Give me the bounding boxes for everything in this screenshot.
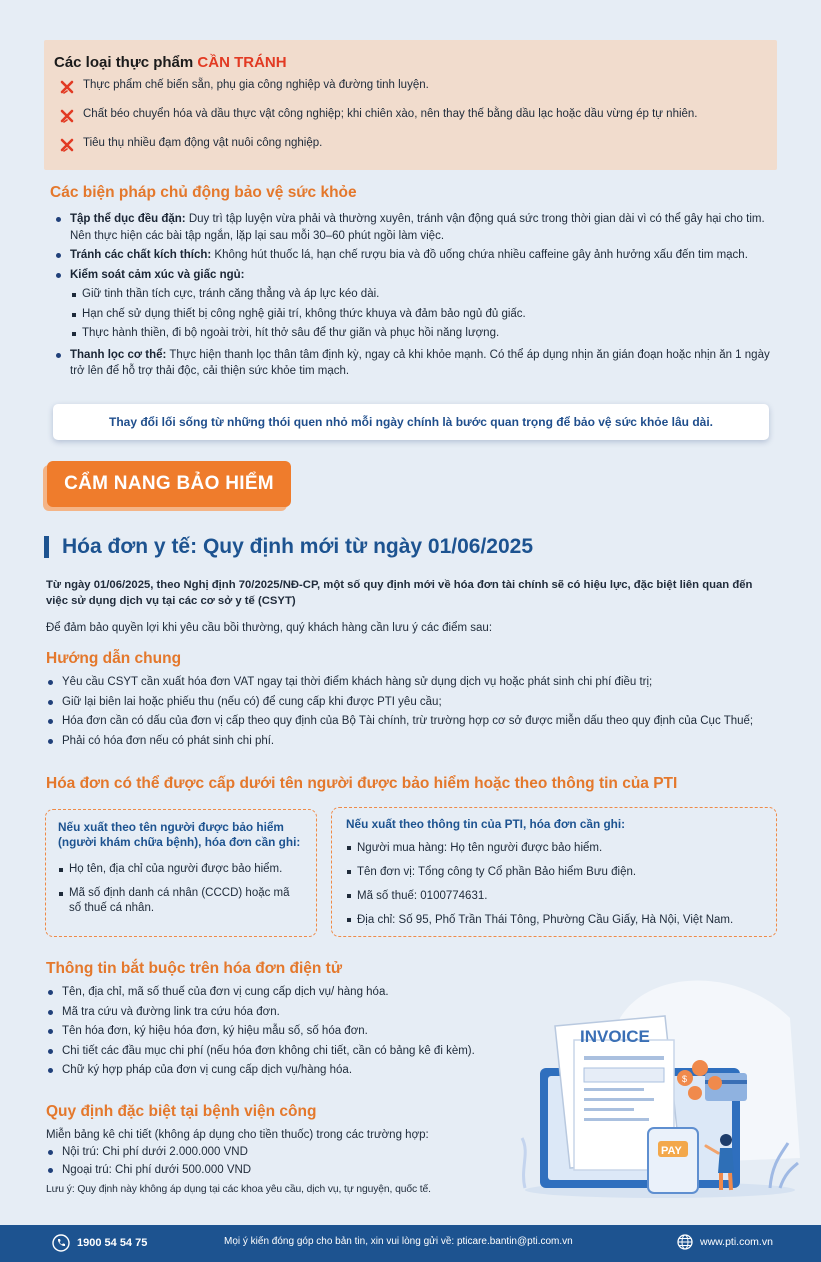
- guide-list: [46, 674, 776, 750]
- guide-item: Giữ lại biên lai hoặc phiếu thu (nếu có) để cung cấp khi được PTI yêu cầu;: [46, 694, 776, 712]
- einvoice-item: Tên hóa đơn, ký hiệu hóa đơn, ký hiệu mẫu số, số hóa đơn.: [46, 1023, 546, 1041]
- special-lead: Miễn bảng kê chi tiết (không áp dụng cho tiền thuốc) trong các trường hợp:: [46, 1129, 429, 1141]
- coin-symbol: $: [682, 1074, 688, 1084]
- special-item: Ngoại trú: Chi phí dưới 500.000 VND: [46, 1162, 526, 1180]
- einvoice-item: Chữ ký hợp pháp của đơn vị cung cấp dịch vụ/hàng hóa.: [46, 1062, 546, 1080]
- measure-item: Thanh lọc cơ thể: Thực hiện thanh lọc thân tâm định kỳ, ngay cả khi khỏe mạnh. Có thể áp dụng nhịn ăn gián đoạn hoặc nhịn ăn 1 ngày trở lên để hỗ trợ thải độc, cải thiện sức khỏe tim mạch.: [50, 347, 780, 380]
- special-title: Quy định đặc biệt tại bệnh viện công: [46, 1103, 317, 1120]
- guide-title: Hướng dẫn chung: [46, 650, 182, 667]
- general-guide-section: [46, 650, 776, 750]
- avoid-list: [54, 79, 767, 166]
- einvoice-title: Thông tin bắt buộc trên hóa đơn điện tử: [46, 960, 343, 977]
- pay-label: PAY: [661, 1145, 682, 1157]
- intro-paragraph: Từ ngày 01/06/2025, theo Nghị định 70/2025/NĐ-CP, một số quy định mới về hóa đơn tài chính sẽ có hiệu lực, đặc biệt liên quan đến việc sử dụng dịch vụ tại các cơ sở y tế (CSYT): [46, 579, 753, 607]
- footer-phone[interactable]: 1900 54 54 75: [52, 1234, 147, 1252]
- special-item: Nội trú: Chi phí dưới 2.000.000 VND: [46, 1144, 526, 1162]
- measures-list: [50, 211, 780, 380]
- avoid-foods-box: [44, 40, 777, 170]
- section-title: Hóa đơn y tế: Quy định mới từ ngày 01/06/2025: [44, 535, 533, 559]
- measure-sub-item: Hạn chế sử dụng thiết bị công nghệ giải trí, không thức khuya và đảm bảo ngủ đủ giấc.: [70, 305, 780, 325]
- lifestyle-callout: Thay đổi lối sống từ những thói quen nhỏ mỗi ngày chính là bước quan trọng để bảo vệ sức khỏe lâu dài.: [53, 404, 769, 440]
- pti-box-item: Địa chỉ: Số 95, Phố Trần Thái Tông, Phường Cầu Giấy, Hà Nội, Việt Nam.: [346, 912, 762, 928]
- guide-item: Hóa đơn cần có dấu của đơn vị cấp theo quy định của Bộ Tài chính, trừ trường hợp cơ sở được miễn dấu theo quy định của Cục Thuế;: [46, 713, 776, 731]
- invoice-label: INVOICE: [580, 1027, 650, 1046]
- guide-item: Phải có hóa đơn nếu có phát sinh chi phí.: [46, 733, 776, 751]
- title-bar: [44, 536, 49, 558]
- insured-box-title: Nếu xuất theo tên người được bảo hiểm (người khám chữa bệnh), hóa đơn cần ghi:: [58, 820, 301, 849]
- einvoice-item: Mã tra cứu và đường link tra cứu hóa đơn.: [46, 1004, 546, 1022]
- insured-person-box: [45, 809, 317, 937]
- pti-info-box: [331, 807, 777, 937]
- avoid-item: Chất béo chuyển hóa và dầu thực vật công nghiệp; khi chiên xào, nên thay thế bằng dầu lạc hoặc dầu vừng ép tự nhiên.: [54, 108, 767, 137]
- avoid-item: Tiêu thụ nhiều đạm động vật nuôi công nghiệp.: [54, 137, 767, 166]
- einvoice-item: Chi tiết các đầu mục chi phí (nếu hóa đơn không chi tiết, cần có bảng kê đi kèm).: [46, 1043, 546, 1061]
- measure-sub-item: Thực hành thiền, đi bộ ngoài trời, hít thở sâu để thư giãn và phục hồi năng lượng.: [70, 324, 780, 344]
- einvoice-item: Tên, địa chỉ, mã số thuế của đơn vị cung cấp dịch vụ/ hàng hóa.: [46, 984, 546, 1002]
- measure-sub-item: Giữ tinh thần tích cực, tránh căng thẳng và áp lực kéo dài.: [70, 285, 780, 305]
- insured-box-list: [58, 862, 304, 916]
- footer-website[interactable]: www.pti.com.vn: [677, 1234, 773, 1250]
- footer-message: Mọi ý kiến đóng góp cho bản tin, xin vui lòng gửi về: pticare.bantin@pti.com.vn: [224, 1236, 573, 1247]
- measure-item: Tập thể dục đều đặn: Duy trì tập luyện vừa phải và thường xuyên, tránh vận động quá sức trong thời gian dài vì có thể gây hại cho tim. Nên thực hiện các bài tập ngắn, lặp lại sau mỗi 30–60 phút ngồi làm việc.: [50, 211, 780, 244]
- insured-box-item: Họ tên, địa chỉ của người được bảo hiểm.: [58, 862, 304, 877]
- special-list: [46, 1144, 526, 1179]
- claim-note: Để đảm bảo quyền lợi khi yêu cầu bồi thường, quý khách hàng cần lưu ý các điểm sau:: [46, 622, 493, 634]
- special-note: Lưu ý: Quy định này không áp dụng tại các khoa yêu cầu, dịch vụ, tự nguyện, quốc tế.: [46, 1184, 431, 1195]
- avoid-title: Các loại thực phẩm CẦN TRÁNH: [54, 54, 287, 71]
- avoid-item: Thực phẩm chế biến sẵn, phụ gia công nghiệp và đường tinh luyện.: [54, 79, 767, 108]
- public-hospital-section: [46, 1103, 526, 1195]
- globe-icon: [677, 1234, 693, 1250]
- invoice-issuance-title: Hóa đơn có thể được cấp dưới tên người được bảo hiểm hoặc theo thông tin của PTI: [46, 775, 678, 792]
- pti-box-item: Tên đơn vị: Tổng công ty Cổ phần Bảo hiểm Bưu điện.: [346, 864, 762, 880]
- insured-box-item: Mã số định danh cá nhân (CCCD) hoặc mã số thuế cá nhân.: [58, 886, 304, 916]
- pti-box-item: Người mua hàng: Họ tên người được bảo hiểm.: [346, 840, 762, 856]
- pti-box-list: [346, 840, 762, 928]
- insurance-handbook-banner: CẨM NANG BẢO HIỂM: [47, 461, 291, 507]
- footer: [0, 1225, 821, 1262]
- invoice-illustration: [500, 958, 800, 1208]
- pti-box-title: Nếu xuất theo thông tin của PTI, hóa đơn cần ghi:: [346, 817, 626, 831]
- health-measures-section: [50, 184, 780, 383]
- cross-icon: [60, 138, 74, 152]
- measure-sub-list: [70, 285, 780, 344]
- cross-icon: [60, 109, 74, 123]
- measure-item: Tránh các chất kích thích: Không hút thuốc lá, hạn chế rượu bia và đồ uống chứa nhiều caffeine gây ảnh hưởng xấu đến tim mạch.: [50, 247, 780, 264]
- pti-box-item: Mã số thuế: 0100774631.: [346, 888, 762, 904]
- guide-item: Yêu cầu CSYT cần xuất hóa đơn VAT ngay tại thời điểm khách hàng sử dụng dịch vụ hoặc phát sinh chi phí điều trị;: [46, 674, 776, 692]
- einvoice-list: [46, 984, 546, 1080]
- measure-item: Kiểm soát cảm xúc và giấc ngủ: Giữ tinh thần tích cực, tránh căng thẳng và áp lực kéo dài. Hạn chế sử dụng thiết bị công nghệ giải trí, không thức khuya và đảm bảo ngủ đủ giấc. Thực hành thiền, đi bộ ngoài trời, hít thở sâu để thư giãn và phục hồi năng lượng.: [50, 267, 780, 344]
- phone-icon: [52, 1234, 70, 1252]
- einvoice-section: [46, 960, 546, 1080]
- cross-icon: [60, 80, 74, 94]
- measures-title: Các biện pháp chủ động bảo vệ sức khỏe: [50, 184, 357, 201]
